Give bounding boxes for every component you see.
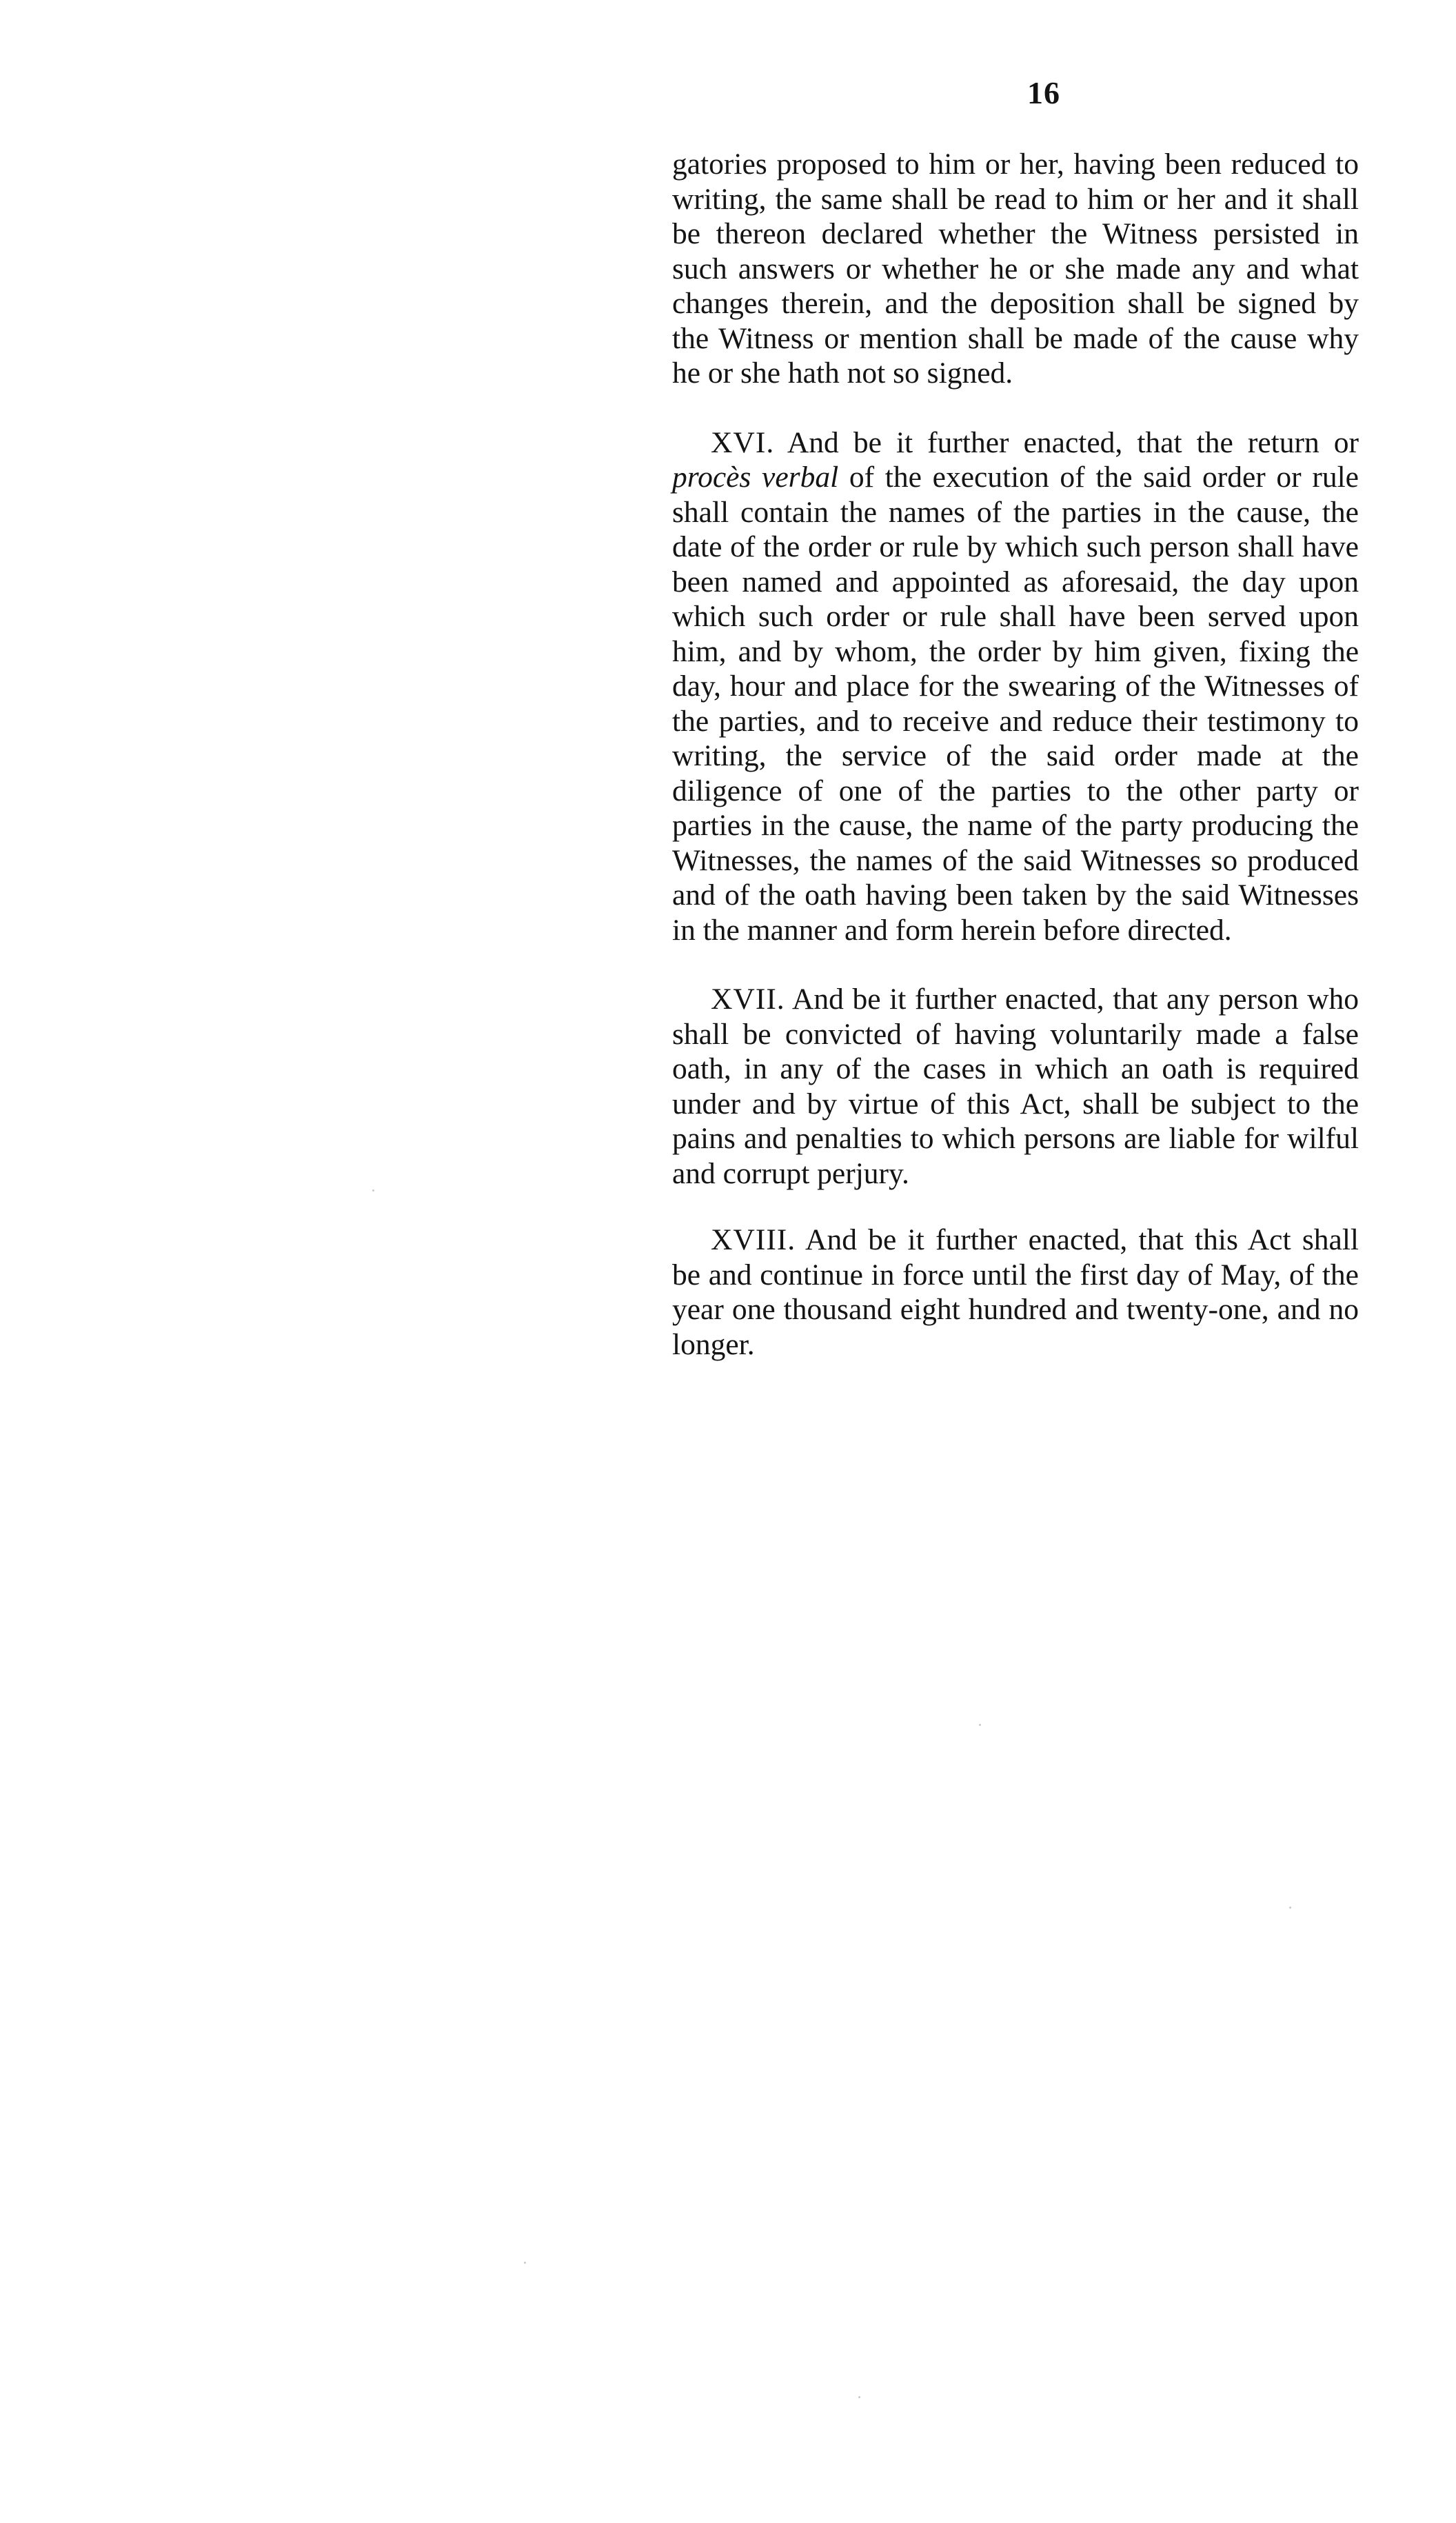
paragraph-text: And be it further enacted, that this Act shall be and continue in force until the first day of May, of the year one thousand eight hundred and twenty-one, and no longer. xyxy=(672,1223,1359,1361)
paragraph-continuation xyxy=(672,147,1359,391)
paper-speck xyxy=(979,1724,981,1726)
page-number: 16 xyxy=(1027,75,1060,110)
paragraph-text: of the execution of the said order or rule shall contain the names of the parties in the cause, the date of the order or rule by which such person shall have been named and appointed as aforesaid, the day upon which such order or rule shall have been served upon him, and by whom, the order by him given, fixing the day, hour and place for the swearing of the Witnesses of the parties, and to receive and reduce their testimony to writing, the service of the said order made at the diligence of one of the parties to the other party or parties in the cause, the name of the party producing the Witnesses, the names of the said Witnesses so produced and of the oath having been taken by the said Witnesses in the manner and form herein before directed. xyxy=(672,461,1359,947)
paragraph-text: And be it further enacted, that the return or xyxy=(774,425,1359,459)
paper-speck xyxy=(524,2262,526,2264)
paragraph-text: And be it further enacted, that any person who shall be convicted of having voluntarily made a false oath, in any of the cases in which an oath is required under and by virtue of this Act, shall be subject to the pains and penalties to which persons are liable for wilful and corrupt perjury. xyxy=(672,983,1359,1190)
paper-speck xyxy=(372,1189,374,1192)
paragraph-section-xvi xyxy=(672,425,1359,948)
section-number: XVII. xyxy=(711,983,785,1016)
paragraph-text: gatories proposed to him or her, having been reduced to writing, the same shall be read to him or her and it shall be thereon declared whether the Witness persisted in such answers or whether he or she made any and what changes therein, and the deposition shall be signed by the Witness or mention shall be made of the cause why he or she hath not so signed. xyxy=(672,148,1359,390)
body-text xyxy=(672,147,1359,1362)
paragraph-section-xvii xyxy=(672,982,1359,1191)
section-number: XVIII. xyxy=(711,1223,796,1256)
italic-term: procès verbal xyxy=(672,461,839,494)
section-number: XVI. xyxy=(711,425,775,459)
paper-speck xyxy=(1289,1907,1291,1909)
paragraph-section-xviii xyxy=(672,1223,1359,1362)
paper-speck xyxy=(858,2396,860,2398)
